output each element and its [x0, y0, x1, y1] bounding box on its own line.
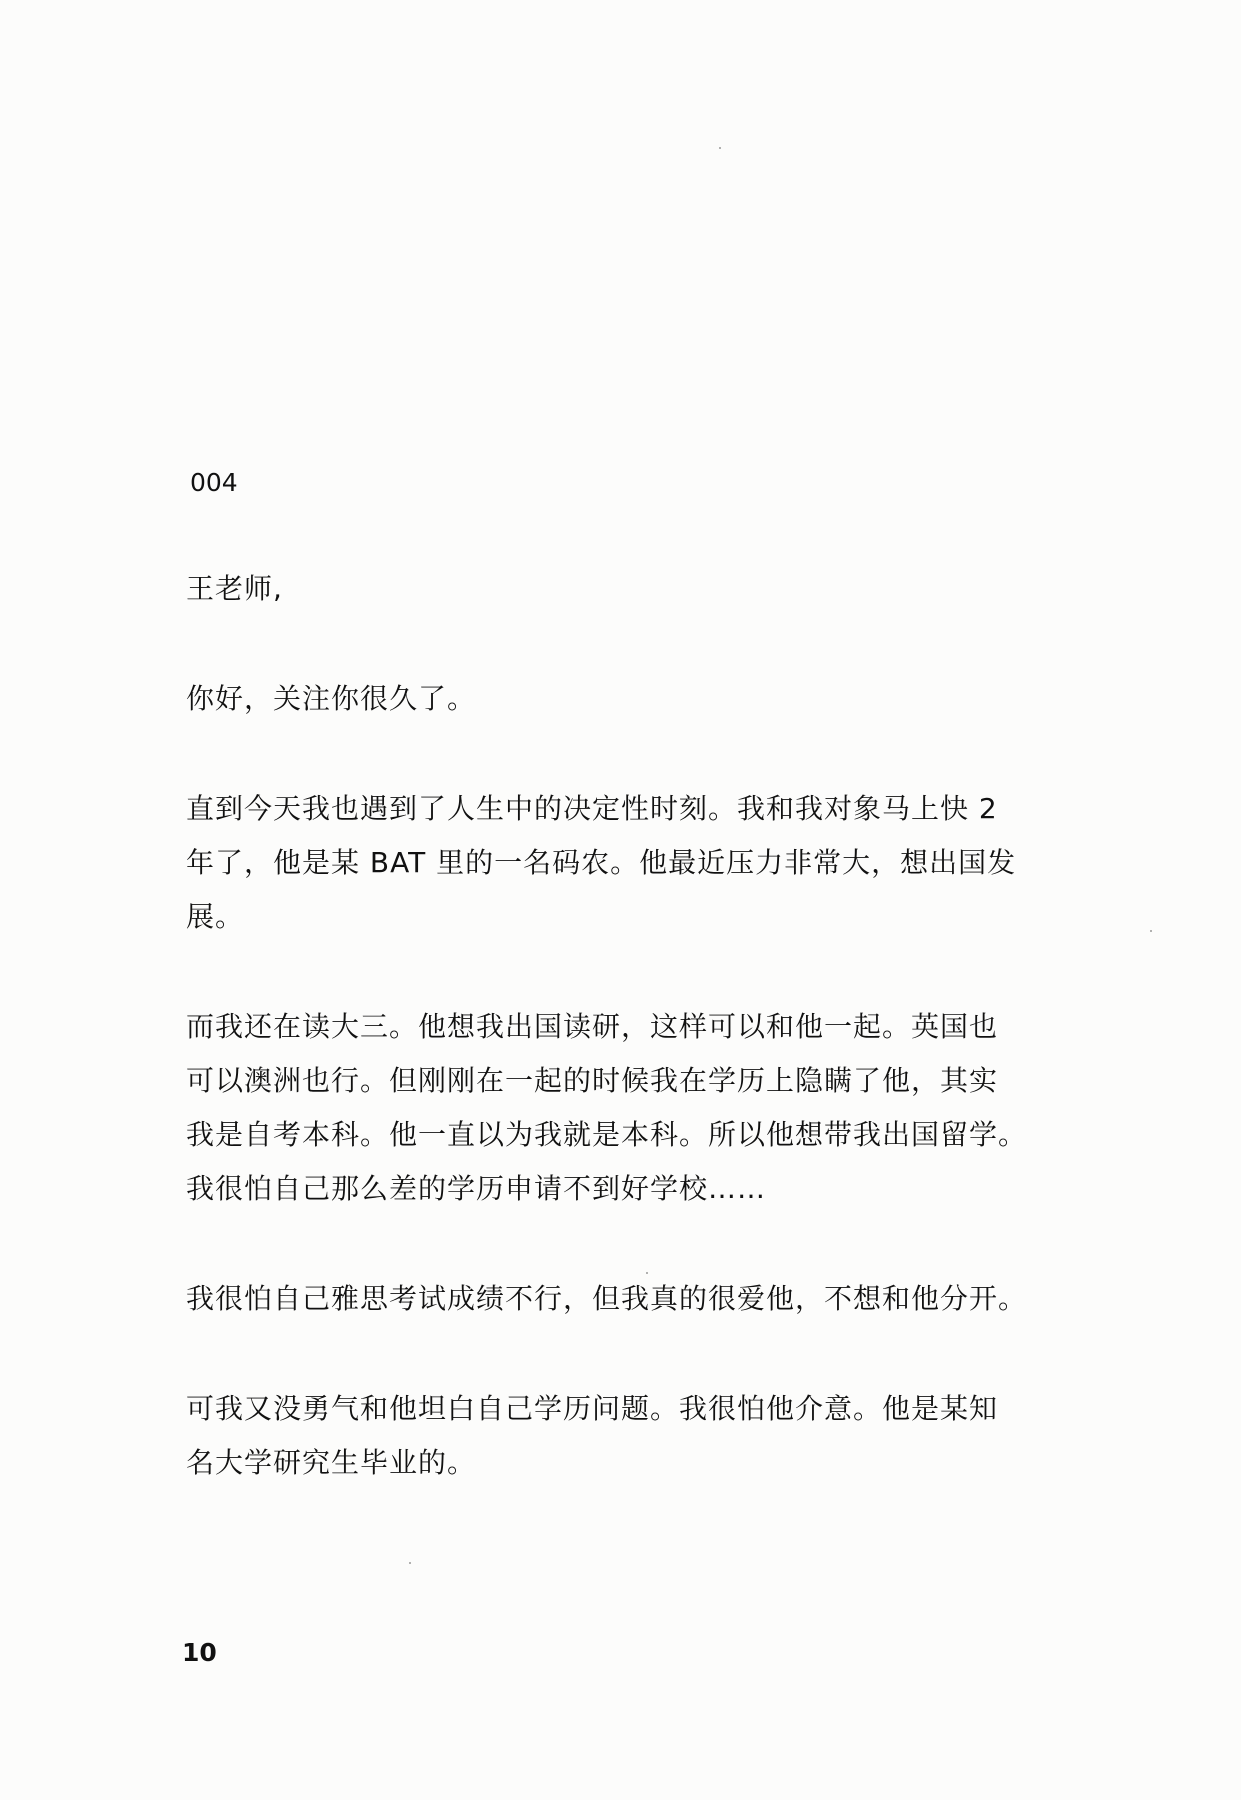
paragraph [186, 672, 1066, 726]
paragraph [186, 1382, 1066, 1490]
chapter-number: 004 [190, 468, 238, 497]
text-line: 可我又没勇气和他坦白自己学历问题。我很怕他介意。他是某知 [186, 1392, 999, 1425]
greeting [186, 562, 1066, 616]
text-line: 年了，他是某 BAT 里的一名码农。他最近压力非常大，想出国发 [186, 846, 1017, 879]
text-line: 而我还在读大三。他想我出国读研，这样可以和他一起。英国也 [186, 1010, 999, 1043]
scan-speck [1150, 930, 1152, 932]
text-line: 展。 [186, 900, 245, 933]
letter-body [186, 562, 1066, 1546]
text-line: 名大学研究生毕业的。 [186, 1446, 477, 1479]
text-line: 我很怕自己那么差的学历申请不到好学校…… [186, 1172, 767, 1205]
text-line: 王老师, [186, 572, 283, 605]
scan-speck [719, 147, 721, 149]
paragraph [186, 1272, 1066, 1326]
text-line: 直到今天我也遇到了人生中的决定性时刻。我和我对象马上快 2 [186, 792, 998, 825]
page-number: 10 [182, 1638, 217, 1667]
paragraph [186, 1000, 1066, 1216]
paragraph [186, 782, 1066, 944]
text-line: 你好，关注你很久了。 [186, 682, 477, 715]
scan-speck [409, 1562, 411, 1564]
text-line: 我是自考本科。他一直以为我就是本科。所以他想带我出国留学。 [186, 1118, 1028, 1151]
text-line: 可以澳洲也行。但刚刚在一起的时候我在学历上隐瞒了他，其实 [186, 1064, 999, 1097]
text-line: 我很怕自己雅思考试成绩不行，但我真的很爱他，不想和他分开。 [186, 1282, 1028, 1315]
